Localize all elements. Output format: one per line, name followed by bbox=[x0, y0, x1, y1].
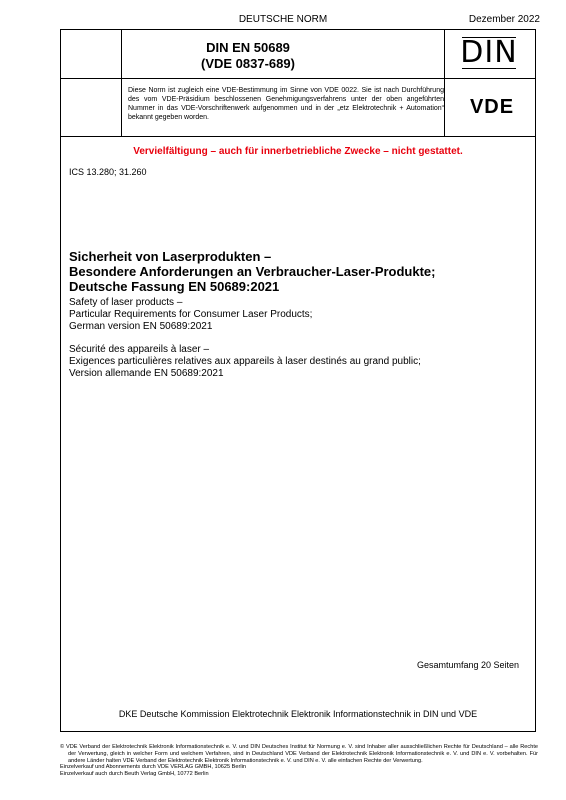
note-divider bbox=[61, 136, 535, 137]
cover-frame bbox=[60, 29, 536, 732]
vde-logo: VDE bbox=[469, 96, 515, 118]
title-german bbox=[69, 249, 529, 294]
ics-codes: ICS 13.280; 31.260 bbox=[69, 167, 147, 177]
standard-number-block bbox=[62, 40, 434, 72]
title-line: Deutsche Fassung EN 50689:2021 bbox=[69, 279, 280, 294]
copyright-text: © VDE Verband der Elektrotechnik Elektronik Informationstechnik e. V. und DIN Deutsches Institut für Normung e. V. sind Inhaber aller ausschließlichen Rechte für Deutschland – alle Rechte der Verwertung, gleich in welcher Form und welchem Verfahren, sind in Deutschland VDE Verband der Elektrotechnik Elektronik Informationstechnik e. V. und DIN e. V. vorbehalten. Für andere Länder halten VDE Verband der Elektrotechnik Elektronik Informationstechnik e. V. und DIN e. V. alle einfachen Rechte der Verwertung. bbox=[60, 744, 538, 764]
sales-line-vde: Einzelverkauf und Abonnements durch VDE VERLAG GMBH, 10625 Berlin bbox=[60, 764, 246, 771]
publication-date: Dezember 2022 bbox=[468, 14, 540, 25]
title-line: Sicherheit von Laserprodukten – bbox=[69, 249, 272, 264]
title-line: German version EN 50689:2021 bbox=[69, 321, 213, 332]
title-line: Version allemande EN 50689:2021 bbox=[69, 368, 224, 379]
copy-warning: Vervielfältigung – auch für innerbetriebliche Zwecke – nicht gestattet. bbox=[133, 146, 463, 157]
standard-number: DIN EN 50689 bbox=[206, 40, 290, 55]
din-logo bbox=[460, 35, 518, 71]
vde-note: Diese Norm ist zugleich eine VDE-Bestimmung im Sinne von VDE 0022. Sie ist nach Durchführung des vom VDE-Präsidium beschlossenen Genehmigungsverfahrens unter der oben angeführten Nummer in das VDE-Vorschriftenwerk aufgenommen und in der „etz Elektrotechnik + Automation“ bekannt gegeben worden. bbox=[128, 87, 444, 121]
title-line: Particular Requirements for Consumer Laser Products; bbox=[69, 309, 313, 320]
dke-committee: DKE Deutsche Kommission Elektrotechnik Elektronik Informationstechnik in DIN und VDE bbox=[118, 709, 478, 719]
title-line: Sécurité des appareils à laser – bbox=[69, 344, 210, 355]
title-line: Exigences particulières relatives aux appareils à laser destinés au grand public; bbox=[69, 356, 421, 367]
right-column-divider bbox=[444, 30, 445, 136]
title-french bbox=[69, 344, 529, 380]
title-english bbox=[69, 297, 529, 333]
title-line: Besondere Anforderungen an Verbraucher-Laser-Produkte; bbox=[69, 264, 436, 279]
sales-line-beuth: Einzelverkauf auch durch Beuth Verlag GmbH, 10772 Berlin bbox=[60, 771, 209, 778]
doc-type-label: DEUTSCHE NORM bbox=[238, 14, 328, 25]
title-line: Safety of laser products – bbox=[69, 297, 183, 308]
din-logo-text: DIN bbox=[460, 35, 518, 70]
vde-classification: (VDE 0837-689) bbox=[201, 56, 295, 71]
header-divider bbox=[61, 78, 535, 79]
copyright-notice bbox=[60, 744, 538, 778]
total-pages: Gesamtumfang 20 Seiten bbox=[416, 660, 519, 670]
